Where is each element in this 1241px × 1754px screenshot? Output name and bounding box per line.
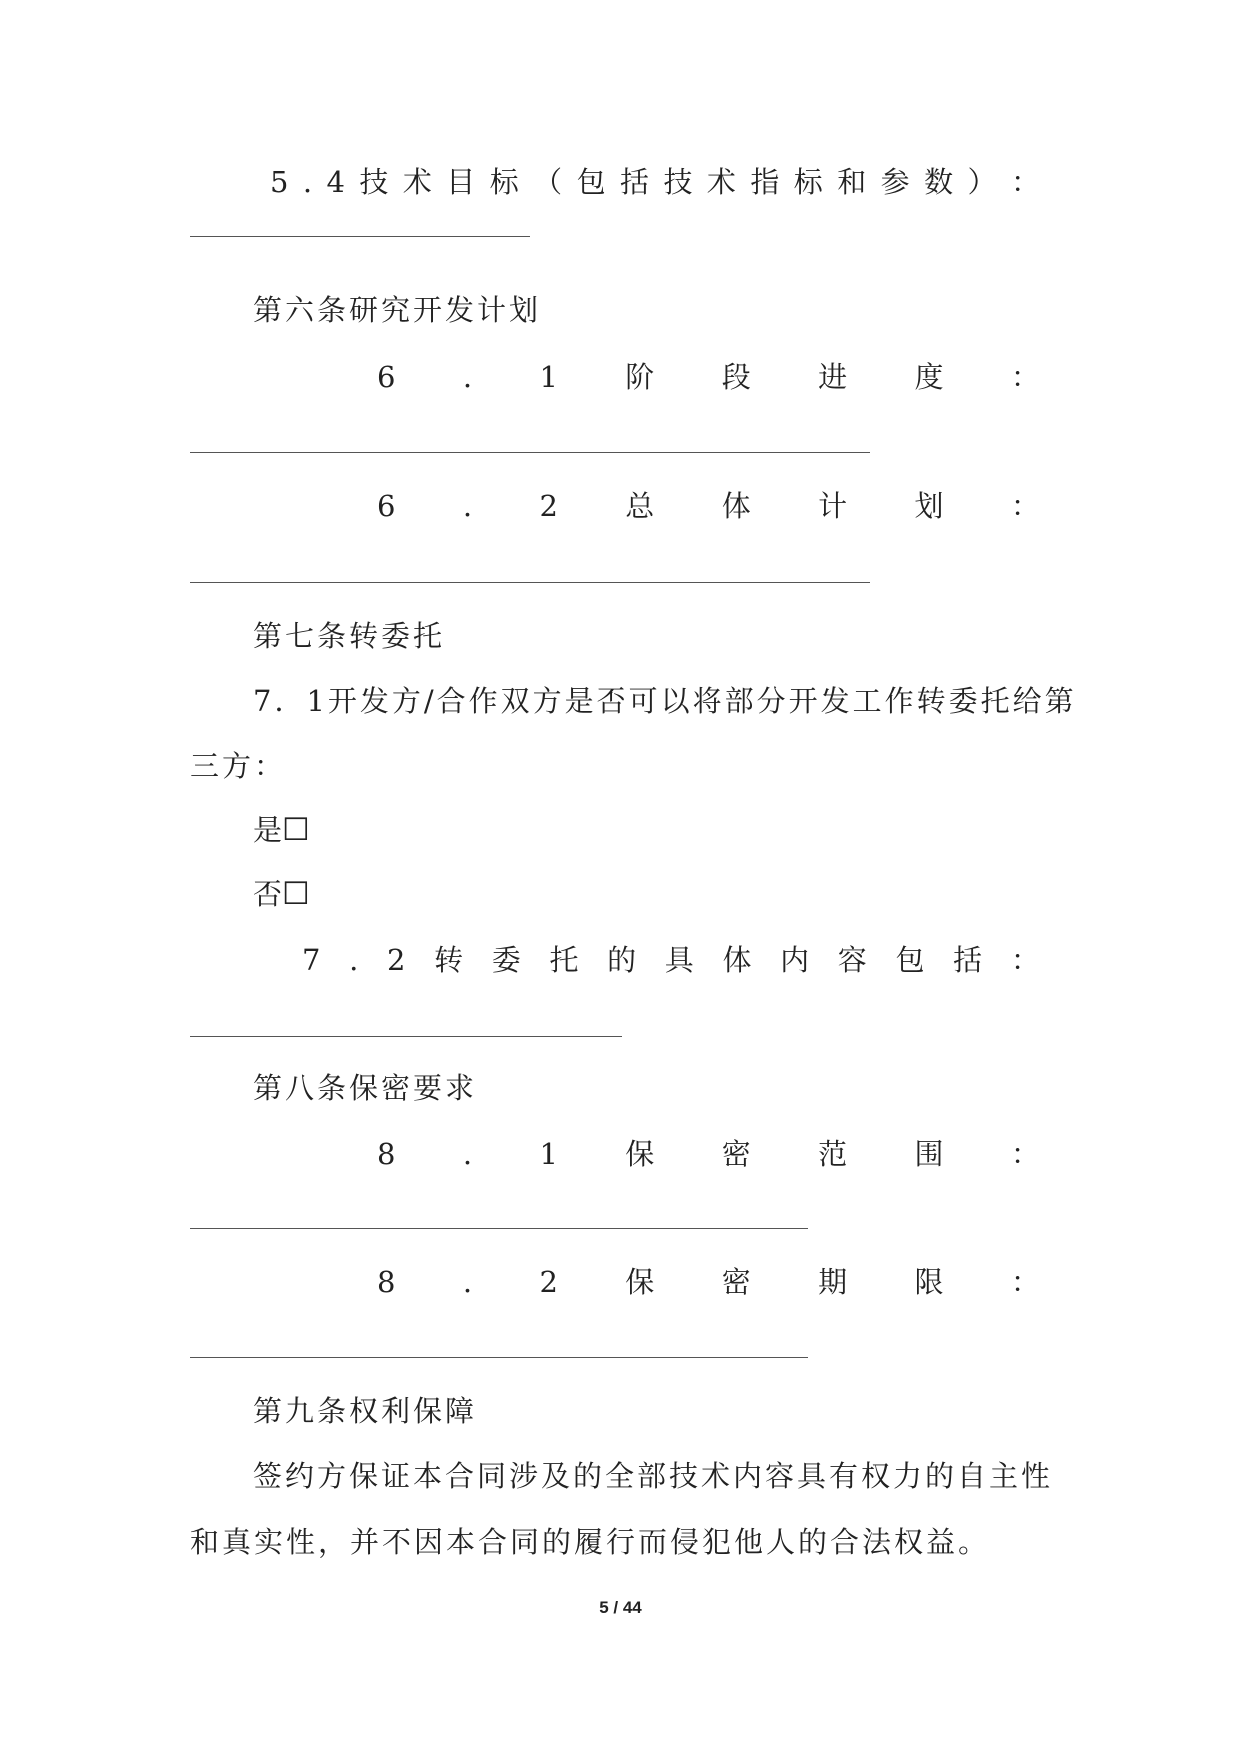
clause-token: ： [1010, 943, 1040, 977]
article-9-heading: 第九条权利保障 [253, 1394, 478, 1428]
clause-token: ： [1010, 1137, 1040, 1171]
clause-token: 体 [721, 489, 751, 523]
clause-token: 技 [663, 165, 693, 199]
clause-5-4 [270, 162, 1040, 202]
clause-token: 划 [914, 489, 944, 523]
clause-token: 1 [539, 1137, 558, 1171]
clause-token: ） [967, 165, 997, 199]
clause-6-2 [377, 486, 1040, 526]
clause-token: 括 [953, 943, 983, 977]
clause-token: 数 [924, 165, 954, 199]
clause-token: 段 [721, 360, 751, 394]
clause-token: 目 [446, 165, 476, 199]
clause-token: 术 [402, 165, 432, 199]
clause-token: 容 [837, 943, 867, 977]
clause-token: 标 [793, 165, 823, 199]
clause-token: 围 [914, 1137, 944, 1171]
clause-token: 8 [377, 1265, 396, 1299]
clause-token: 密 [721, 1137, 751, 1171]
clause-token: 的 [607, 943, 637, 977]
clause-8-1 [377, 1134, 1040, 1174]
clause-token: 度 [914, 360, 944, 394]
clause-token: 包 [576, 165, 606, 199]
clause-7-1-line1: 7．1开发方/合作双方是否可以将部分开发工作转委托给第 [253, 684, 1077, 718]
clause-token: 限 [914, 1265, 944, 1299]
checkbox-no[interactable]: ☐ [282, 876, 310, 912]
clause-token: 和 [837, 165, 867, 199]
fill-in-blank-5-4 [190, 236, 530, 237]
clause-token: ： [1010, 360, 1040, 394]
fill-in-blank-6-1 [190, 452, 870, 453]
article-8-heading: 第八条保密要求 [253, 1071, 478, 1105]
clause-token: 术 [706, 165, 736, 199]
clause-token: 标 [489, 165, 519, 199]
clause-token: 指 [750, 165, 780, 199]
clause-6-1 [377, 357, 1040, 397]
clause-token: 2 [539, 1265, 558, 1299]
article-6-heading: 第六条研究开发计划 [253, 293, 542, 327]
clause-token: 阶 [625, 360, 655, 394]
clause-token: 期 [818, 1265, 848, 1299]
clause-token: 委 [491, 943, 521, 977]
clause-token: 转 [434, 943, 464, 977]
clause-token: 6 [377, 489, 396, 523]
clause-token: 具 [664, 943, 694, 977]
clause-token: ： [1010, 1265, 1040, 1299]
option-yes-label: 是 [253, 813, 283, 847]
clause-token: 5 [270, 165, 289, 199]
clause-7-1-line2: 三方： [190, 749, 287, 783]
clause-token: 7 [302, 943, 321, 977]
clause-token: 保 [625, 1265, 655, 1299]
clause-token: 体 [722, 943, 752, 977]
clause-token: 2 [539, 489, 558, 523]
article-9-paragraph-line1: 签约方保证本合同涉及的全部技术内容具有权力的自主性 [253, 1459, 1054, 1493]
clause-token: . [302, 165, 313, 199]
article-7-heading: 第七条转委托 [253, 619, 446, 653]
checkbox-yes[interactable]: ☐ [282, 812, 310, 848]
clause-token: . [462, 1137, 473, 1171]
fill-in-blank-6-2 [190, 582, 870, 583]
clause-token: 包 [895, 943, 925, 977]
clause-token: （ [533, 165, 563, 199]
clause-token: 范 [818, 1137, 848, 1171]
clause-token: 保 [625, 1137, 655, 1171]
option-no-label: 否 [253, 877, 283, 911]
clause-token: . [462, 489, 473, 523]
clause-7-2 [302, 940, 1040, 980]
fill-in-blank-8-1 [190, 1228, 808, 1229]
clause-token: 托 [549, 943, 579, 977]
clause-8-2 [377, 1262, 1040, 1302]
clause-token: 计 [818, 489, 848, 523]
clause-token: . [349, 943, 359, 977]
clause-token: 1 [539, 360, 558, 394]
clause-token: 总 [625, 489, 655, 523]
fill-in-blank-8-2 [190, 1357, 808, 1358]
page-number: 5 / 44 [599, 1598, 642, 1617]
clause-token: 参 [880, 165, 910, 199]
clause-token: . [462, 360, 473, 394]
clause-token: 4 [326, 165, 345, 199]
article-9-paragraph-line2: 和真实性，并不因本合同的履行而侵犯他人的合法权益。 [190, 1525, 991, 1559]
clause-token: 技 [359, 165, 389, 199]
clause-token: 2 [386, 943, 406, 977]
fill-in-blank-7-2 [190, 1036, 622, 1037]
option-no [253, 874, 310, 914]
clause-token: . [462, 1265, 473, 1299]
clause-token: 密 [721, 1265, 751, 1299]
clause-token: 6 [377, 360, 396, 394]
clause-token: 进 [818, 360, 848, 394]
clause-token: ： [1010, 489, 1040, 523]
clause-token: 8 [377, 1137, 396, 1171]
clause-token: 括 [620, 165, 650, 199]
clause-token: 内 [780, 943, 810, 977]
clause-token: ： [1010, 165, 1040, 199]
option-yes [253, 810, 310, 850]
